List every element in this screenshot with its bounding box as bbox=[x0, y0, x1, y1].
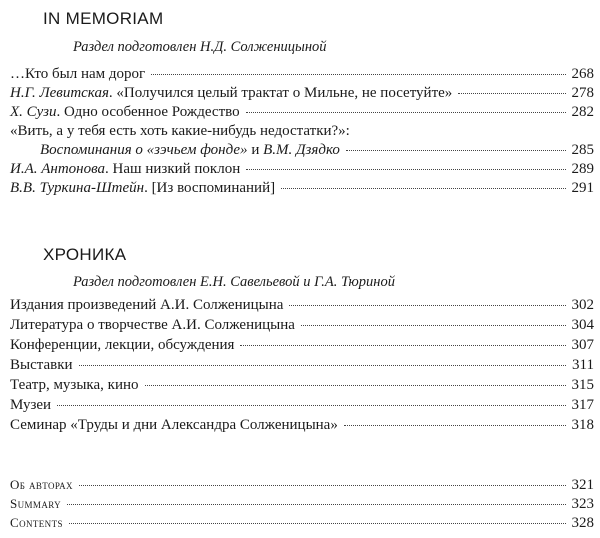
toc-entry bbox=[10, 336, 594, 355]
dot-leader bbox=[281, 187, 565, 189]
toc-entry-text: . «Получился целый трактат о Мильне, не посетуйте» bbox=[108, 85, 453, 101]
toc-entry-text: . [Из воспоминаний] bbox=[144, 180, 276, 196]
toc-entry-title bbox=[10, 396, 51, 415]
back-matter-title: Summary bbox=[10, 496, 62, 511]
dot-leader bbox=[79, 484, 566, 486]
toc-entry-page-number: 315 bbox=[571, 377, 594, 393]
toc-entry-page-number: 307 bbox=[571, 337, 594, 353]
dot-leader bbox=[458, 92, 565, 94]
toc-entry-page-number: 302 bbox=[571, 297, 594, 313]
toc-entry-title bbox=[10, 356, 73, 375]
dot-leader bbox=[346, 149, 566, 151]
dot-leader bbox=[57, 404, 565, 406]
dot-leader bbox=[145, 384, 566, 386]
toc-entry-author: В.В. Туркина-Штейн bbox=[10, 180, 145, 196]
toc-entry bbox=[10, 103, 594, 122]
toc-entry-text: Издания произведений А.И. Солженицына bbox=[10, 297, 284, 313]
toc-entry-page-number: 317 bbox=[571, 397, 594, 413]
toc-entry-title bbox=[10, 122, 350, 141]
dot-leader bbox=[240, 344, 565, 346]
toc-entry-page-number: 291 bbox=[571, 180, 594, 196]
toc-entry bbox=[10, 416, 594, 435]
toc-entry-author: И.А. Антонова bbox=[10, 161, 106, 177]
toc-entry-text: Выставки bbox=[10, 357, 73, 373]
toc-entry bbox=[10, 494, 594, 514]
section-title-chronicle: ХРОНИКА bbox=[43, 245, 127, 264]
toc-entry-title bbox=[10, 179, 275, 198]
toc-entry bbox=[10, 65, 594, 84]
toc-entry bbox=[10, 84, 594, 103]
toc-entry-page-number: 268 bbox=[571, 66, 594, 82]
toc-entry-title bbox=[10, 336, 234, 355]
toc-entry-title bbox=[40, 141, 340, 160]
toc-entry-page-number: 289 bbox=[571, 161, 594, 177]
toc-entry bbox=[10, 513, 594, 533]
back-matter-page-number: 328 bbox=[571, 515, 594, 531]
back-matter-page-number: 323 bbox=[571, 496, 594, 512]
back-matter-title: Contents bbox=[10, 515, 63, 530]
toc-entry-author: Н.Г. Левитская bbox=[10, 85, 109, 101]
toc-entry-page-number: 311 bbox=[572, 357, 594, 373]
toc-entry-text: . Наш низкий поклон bbox=[105, 161, 241, 177]
toc-entry bbox=[10, 396, 594, 415]
toc-entry-text: Конференции, лекции, обсуждения bbox=[10, 337, 235, 353]
toc-entry-text: Семинар «Труды и дни Александра Солженицына» bbox=[10, 417, 338, 433]
toc-entry-page-number: 282 bbox=[571, 104, 594, 120]
toc-entry-text: …Кто был нам дорог bbox=[10, 66, 146, 82]
toc-entry-author: Воспоминания о «зэчьем фонде» bbox=[40, 142, 248, 158]
toc-entry bbox=[10, 179, 594, 198]
toc-entry-title bbox=[10, 65, 145, 84]
toc-entry-page-number: 318 bbox=[571, 417, 594, 433]
dot-leader bbox=[289, 304, 565, 306]
section-title-in-memoriam: IN MEMORIAM bbox=[43, 9, 164, 28]
toc-entry-author: Х. Сузи bbox=[10, 104, 57, 120]
dot-leader bbox=[246, 168, 565, 170]
toc-entry-text: Литература о творчестве А.И. Солженицына bbox=[10, 317, 295, 333]
toc-entry-text: и bbox=[247, 142, 264, 158]
toc-entry-text: Театр, музыка, кино bbox=[10, 377, 139, 393]
dot-leader bbox=[301, 324, 566, 326]
toc-entry-page-number: 285 bbox=[571, 142, 594, 158]
toc-entry-title bbox=[10, 376, 139, 395]
toc-entry-title bbox=[10, 160, 240, 179]
toc-entry-title bbox=[10, 316, 295, 335]
toc-entry bbox=[10, 296, 594, 315]
toc-entry bbox=[10, 316, 594, 335]
toc-entry bbox=[10, 475, 594, 495]
toc-entry-title bbox=[10, 296, 283, 315]
toc-entry bbox=[40, 141, 594, 160]
back-matter-page-number: 321 bbox=[571, 477, 594, 493]
toc-entry-text: Музеи bbox=[10, 397, 52, 413]
dot-leader bbox=[79, 364, 567, 366]
toc-entry bbox=[10, 356, 594, 375]
dot-leader bbox=[344, 424, 566, 426]
section-subtitle-in-memoriam: Раздел подготовлен Н.Д. Солженицыной bbox=[73, 39, 327, 55]
toc-entry-title bbox=[10, 84, 452, 103]
dot-leader bbox=[151, 73, 565, 75]
toc-entry bbox=[10, 122, 594, 141]
toc-entry-title bbox=[10, 103, 240, 122]
toc-entry-author: В.М. Дзядко bbox=[263, 142, 340, 158]
dot-leader bbox=[69, 522, 566, 524]
toc-entry-text: «Вить, а у тебя есть хоть какие-нибудь недостатки?»: bbox=[10, 123, 350, 139]
toc-entry-title bbox=[10, 416, 338, 435]
dot-leader bbox=[67, 503, 565, 505]
dot-leader bbox=[246, 111, 566, 113]
toc-entry-page-number: 304 bbox=[571, 317, 594, 333]
toc-entry-text: . Одно особенное Рождество bbox=[56, 104, 240, 120]
section-subtitle-chronicle: Раздел подготовлен Е.Н. Савельевой и Г.А. Тюриной bbox=[73, 274, 395, 290]
toc-entry bbox=[10, 160, 594, 179]
back-matter-title: Об авторах bbox=[10, 477, 73, 492]
toc-entry bbox=[10, 376, 594, 395]
toc-entry-page-number: 278 bbox=[571, 85, 594, 101]
